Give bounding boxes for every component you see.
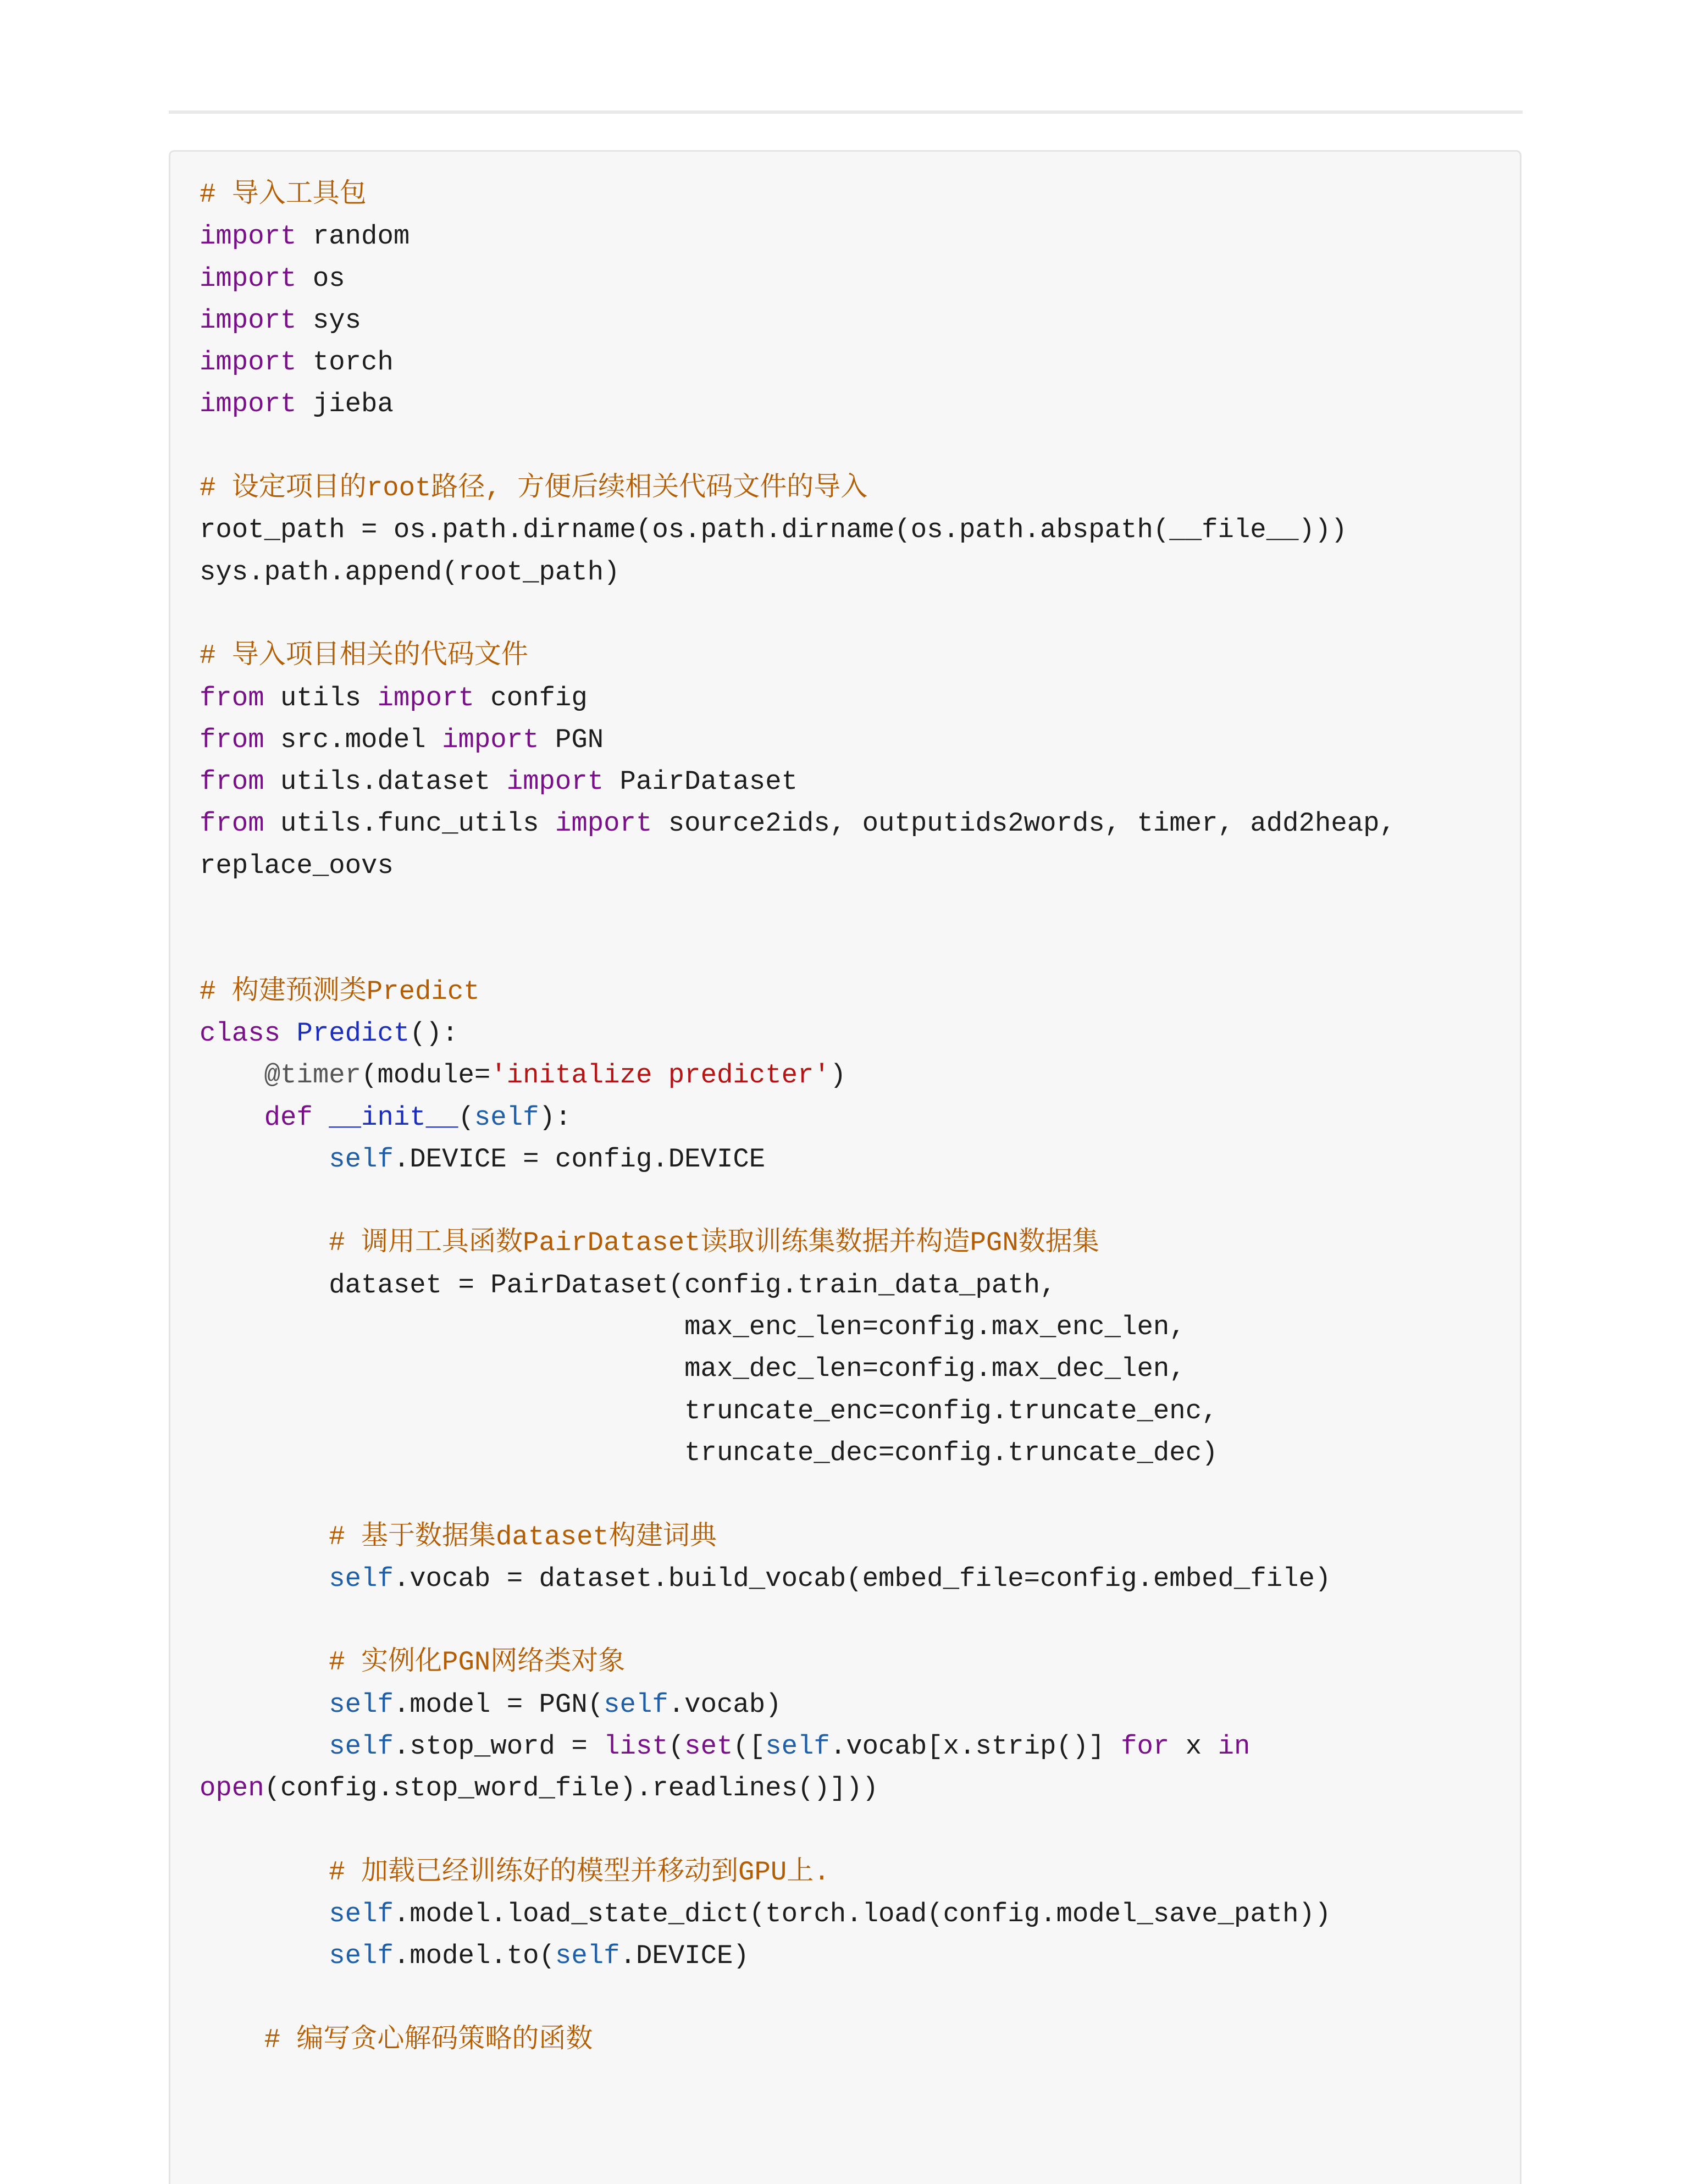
code-text: .vocab[x.strip()] [829, 1730, 1121, 1762]
code-text: PGN [539, 724, 604, 755]
code-line [200, 1474, 1396, 1516]
code-keyword: import [442, 724, 539, 755]
code-text: dataset = PairDataset(config.train_data_path, [200, 1269, 1056, 1301]
code-line [200, 1935, 1396, 1977]
code-text [200, 1060, 264, 1091]
code-text: config [474, 682, 588, 714]
code-line [200, 1600, 1396, 1641]
code-self: self [329, 1563, 394, 1594]
code-line [200, 467, 1396, 509]
code-line [200, 1641, 1396, 1683]
code-text: (config.stop_word_file).readlines()])) [264, 1773, 879, 1804]
code-listing [200, 174, 1396, 2061]
code-text [313, 1102, 329, 1133]
code-text: utils.func_utils [264, 808, 555, 839]
code-block [169, 150, 1521, 2184]
code-line [200, 761, 1396, 803]
code-text [200, 1940, 329, 1971]
code-line [200, 803, 1396, 844]
code-definition-name: Predict [296, 1018, 410, 1049]
code-line [200, 1054, 1396, 1096]
code-line [200, 1893, 1396, 1935]
code-text: (): [410, 1018, 458, 1049]
code-text: ( [458, 1102, 474, 1133]
code-comment: # 导入项目相关的代码文件 [200, 640, 528, 672]
code-self: self [329, 1689, 394, 1720]
code-line [200, 1348, 1396, 1390]
code-text: .DEVICE = config.DEVICE [393, 1143, 766, 1175]
code-line [200, 174, 1396, 215]
code-line [200, 1684, 1396, 1726]
code-text: max_enc_len=config.max_enc_len, [200, 1312, 1186, 1343]
code-keyword: from [200, 682, 264, 714]
code-line [200, 2019, 1396, 2061]
code-text: max_dec_len=config.max_dec_len, [200, 1353, 1186, 1385]
code-keyword: class [200, 1018, 281, 1049]
code-comment: # 编写贪心解码策略的函数 [264, 2025, 593, 2056]
code-text [200, 1522, 329, 1552]
code-line [200, 1558, 1396, 1600]
code-comment: # 实例化PGN网络类对象 [329, 1647, 626, 1678]
code-text [200, 1563, 329, 1594]
code-text: replace_oovs [200, 850, 394, 881]
code-line [200, 300, 1396, 341]
code-keyword: import [377, 682, 474, 714]
code-line [200, 383, 1396, 425]
code-line [200, 677, 1396, 719]
code-text [200, 2025, 264, 2055]
code-line [200, 1306, 1396, 1348]
code-line [200, 1222, 1396, 1264]
code-keyword: from [200, 766, 264, 798]
code-line [200, 593, 1396, 635]
page-divider [169, 110, 1523, 114]
code-text: ( [668, 1730, 685, 1762]
code-comment: # 加载已经训练好的模型并移动到GPU上. [329, 1856, 830, 1888]
code-text: utils [264, 682, 378, 714]
code-self: self [555, 1940, 620, 1972]
code-self: self [329, 1730, 394, 1762]
code-line [200, 551, 1396, 593]
code-keyword: list [604, 1730, 668, 1762]
code-keyword: set [684, 1730, 733, 1762]
code-line [200, 1264, 1396, 1306]
code-comment: # 构建预测类Predict [200, 976, 480, 1007]
code-text [200, 1857, 329, 1888]
code-text: os [296, 263, 345, 294]
code-text: truncate_dec=config.truncate_dec) [200, 1437, 1218, 1468]
code-text [280, 1018, 296, 1049]
code-keyword: import [506, 766, 604, 798]
code-line [200, 1432, 1396, 1474]
code-line [200, 1977, 1396, 2019]
code-keyword: import [200, 305, 297, 336]
code-comment: # 导入工具包 [200, 179, 367, 210]
code-line [200, 1810, 1396, 1851]
code-text: ) [829, 1060, 846, 1091]
code-self: self [765, 1730, 830, 1762]
code-line [200, 1013, 1396, 1054]
code-text [200, 1228, 329, 1258]
code-comment: # 设定项目的root路径, 方便后续相关代码文件的导入 [200, 473, 868, 504]
code-text: .model.to( [393, 1940, 555, 1972]
code-text: ): [539, 1102, 572, 1133]
code-text: PairDataset [604, 766, 798, 798]
code-text: jieba [296, 389, 394, 420]
code-text: source2ids, outputids2words, timer, add2heap, [652, 808, 1396, 839]
code-keyword: import [200, 347, 297, 378]
code-text [200, 1731, 329, 1762]
code-line [200, 845, 1396, 887]
code-comment: # 基于数据集dataset构建词典 [329, 1521, 717, 1552]
code-line [200, 1390, 1396, 1432]
code-text [200, 1647, 329, 1678]
code-keyword: def [264, 1102, 313, 1133]
code-text: .stop_word = [393, 1730, 604, 1762]
code-text [200, 1899, 329, 1929]
code-line [200, 887, 1396, 928]
code-keyword: import [200, 263, 297, 294]
code-comment: # 调用工具函数PairDataset读取训练集数据并构造PGN数据集 [329, 1228, 1099, 1259]
code-keyword: import [555, 808, 652, 839]
code-line [200, 971, 1396, 1013]
code-line [200, 1180, 1396, 1222]
code-text: (module= [361, 1060, 491, 1091]
code-text: ([ [733, 1730, 766, 1762]
code-self: self [329, 1940, 394, 1972]
code-line [200, 1851, 1396, 1893]
code-self: self [604, 1689, 668, 1720]
code-line [200, 719, 1396, 761]
code-text: .vocab) [668, 1689, 782, 1720]
code-text: torch [296, 347, 394, 378]
code-string: 'initalize predicter' [490, 1060, 830, 1091]
code-self: self [329, 1143, 394, 1175]
code-text: utils.dataset [264, 766, 507, 798]
code-text [200, 1689, 329, 1720]
code-keyword: in [1218, 1730, 1251, 1762]
code-line [200, 635, 1396, 677]
code-text: sys.path.append(root_path) [200, 556, 620, 588]
code-line [200, 1138, 1396, 1180]
code-text [200, 1144, 329, 1175]
code-keyword: from [200, 808, 264, 839]
code-self: self [474, 1102, 539, 1133]
code-text: root_path = os.path.dirname(os.path.dirname(os.path.abspath(__file__))) [200, 515, 1347, 546]
code-text: .DEVICE) [619, 1940, 749, 1972]
code-line [200, 928, 1396, 970]
code-text: x [1169, 1730, 1218, 1762]
code-text: .vocab = dataset.build_vocab(embed_file=config.embed_file) [393, 1563, 1331, 1594]
code-line [200, 425, 1396, 467]
code-keyword: import [200, 221, 297, 252]
code-line [200, 258, 1396, 300]
code-line [200, 1726, 1396, 1767]
code-definition-name: __init__ [329, 1102, 458, 1133]
code-line [200, 341, 1396, 383]
code-text [200, 1102, 264, 1133]
code-line [200, 215, 1396, 257]
code-text: truncate_enc=config.truncate_enc, [200, 1395, 1218, 1426]
code-text: src.model [264, 724, 442, 755]
code-keyword: for [1121, 1730, 1170, 1762]
code-text: sys [296, 305, 362, 336]
code-line [200, 1516, 1396, 1558]
code-decorator: @timer [264, 1060, 362, 1091]
code-text: random [296, 221, 410, 252]
code-line [200, 1097, 1396, 1138]
code-keyword: from [200, 724, 264, 755]
code-text: .model = PGN( [393, 1689, 604, 1720]
code-line [200, 509, 1396, 551]
code-line [200, 1767, 1396, 1809]
code-text: .model.load_state_dict(torch.load(config.model_save_path)) [393, 1899, 1331, 1930]
code-keyword: open [200, 1773, 264, 1804]
code-keyword: import [200, 389, 297, 420]
code-self: self [329, 1899, 394, 1930]
